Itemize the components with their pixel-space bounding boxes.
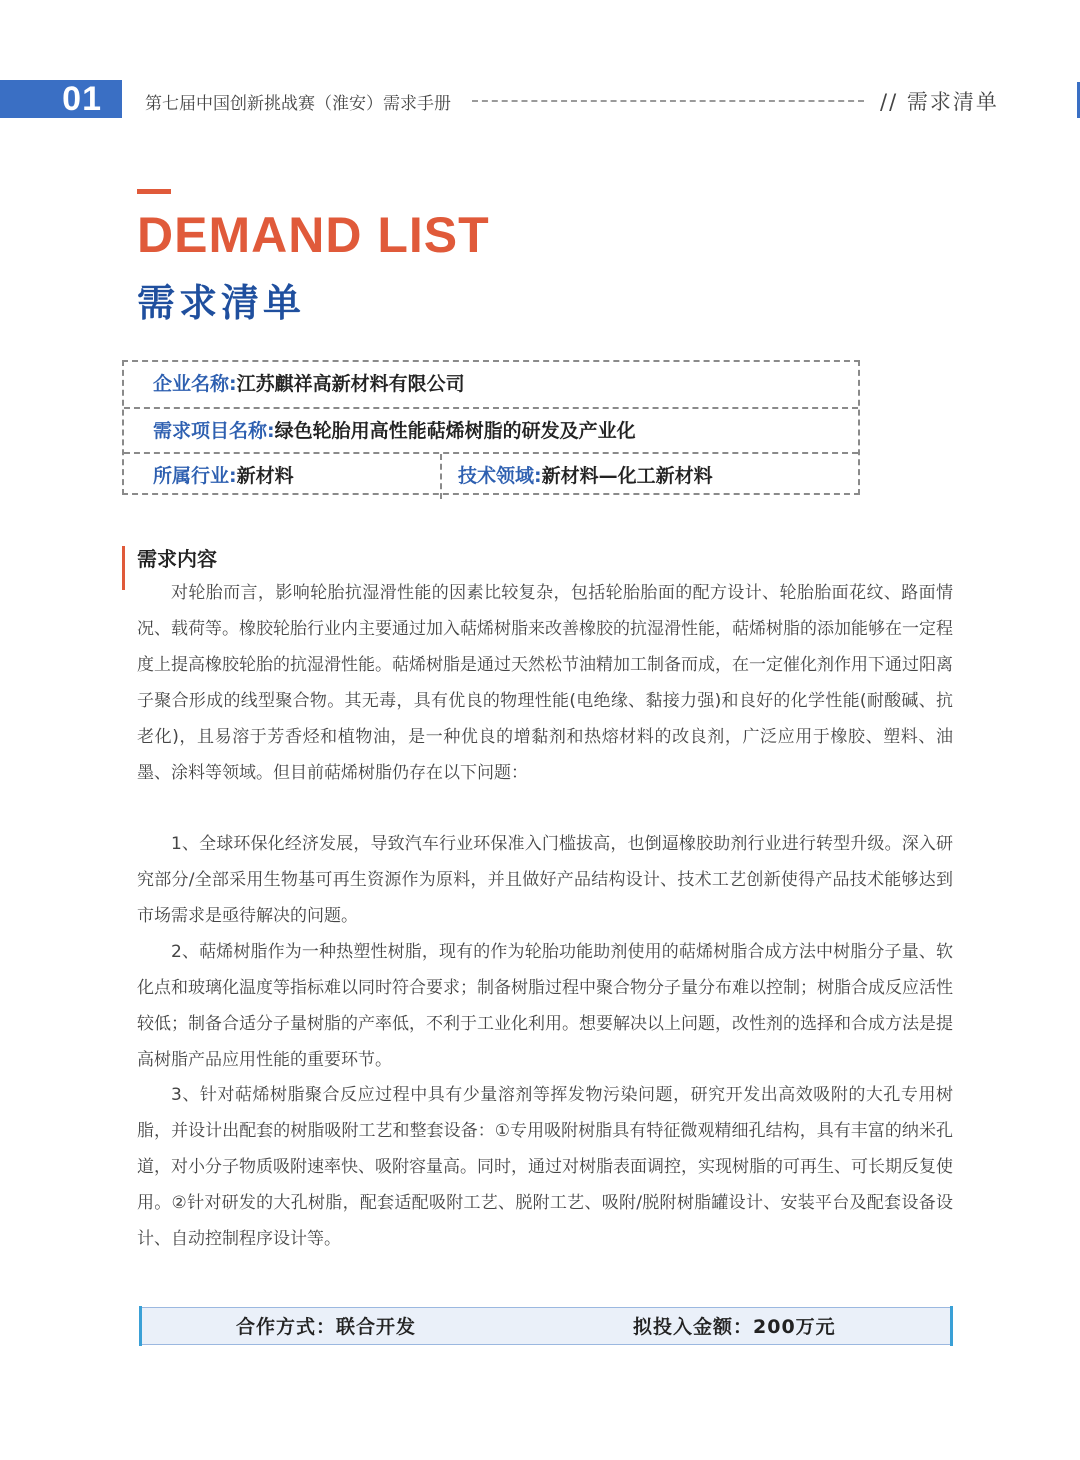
company-label: 企业名称: — [153, 373, 237, 395]
header-divider — [472, 100, 864, 102]
content-paragraph: 2、萜烯树脂作为一种热塑性树脂，现有的作为轮胎功能助剂使用的萜烯树脂合成方法中树脂分子量、软化点和玻璃化温度等指标难以同时符合要求；制备树脂过程中聚合物分子量分布难以控制；树脂合成反应活性较低；制备合适分子量树脂的产率低，不利于工业化利用。想要解决以上问题，改性剂的选择和合成方法是提高树脂产品应用性能的重要环节。 — [137, 942, 953, 1070]
company-value: 江苏麒祥高新材料有限公司 — [236, 373, 465, 395]
company-row — [124, 362, 858, 407]
content-paragraph: 1、全球环保化经济发展，导致汽车行业环保准入门槛拔高，也倒逼橡胶助剂行业进行转型升级。深入研究部分/全部采用生物基可再生资源作为原料，并且做好产品结构设计、技术工艺创新使得产品技术能够达到市场需求是亟待解决的问题。 — [137, 834, 953, 926]
project-label: 需求项目名称: — [153, 420, 275, 442]
project-value: 绿色轮胎用高性能萜烯树脂的研发及产业化 — [274, 420, 636, 442]
cooperation-box — [140, 1307, 952, 1345]
company-info-box — [122, 360, 860, 495]
project-row — [124, 407, 858, 454]
page-title-en: DEMAND LIST — [137, 207, 490, 263]
industry-tech-row — [124, 452, 858, 499]
section-accent-bar — [122, 546, 125, 590]
industry-value: 新材料 — [236, 465, 294, 487]
tech-field-label: 技术领域: — [458, 465, 542, 487]
info-column-divider — [440, 454, 442, 499]
page-number: 01 — [0, 80, 122, 118]
content-paragraph: 3、针对萜烯树脂聚合反应过程中具有少量溶剂等挥发物污染问题，研究开发出高效吸附的大孔专用树脂，并设计出配套的树脂吸附工艺和整套设备：①专用吸附树脂具有特征微观精细孔结构，具有丰富的纳米孔道，对小分子物质吸附速率快、吸附容量高。同时，通过对树脂表面调控，实现树脂的可再生、可长期反复使用。②针对研发的大孔树脂，配套适配吸附工艺、脱附工艺、吸附/脱附树脂罐设计、安装平台及配套设备设计、自动控制程序设计等。 — [137, 1085, 953, 1249]
section-label: // 需求清单 — [880, 90, 999, 114]
title-accent-bar — [137, 189, 171, 194]
investment-amount: 拟投入金额：200万元 — [633, 1316, 836, 1338]
content-paragraph: 对轮胎而言，影响轮胎抗湿滑性能的因素比较复杂，包括轮胎胎面的配方设计、轮胎胎面花纹、路面情况、载荷等。橡胶轮胎行业内主要通过加入萜烯树脂来改善橡胶的抗湿滑性能，萜烯树脂的添加能够在一定程度上提高橡胶轮胎的抗湿滑性能。萜烯树脂是通过天然松节油精加工制备而成，在一定催化剂作用下通过阳离子聚合形成的线型聚合物。其无毒，具有优良的物理性能(电绝缘、黏接力强)和良好的化学性能(耐酸碱、抗老化)，且易溶于芳香烃和植物油，是一种优良的增黏剂和热熔材料的改良剂，广泛应用于橡胶、塑料、油墨、涂料等领域。但目前萜烯树脂仍存在以下问题： — [137, 583, 953, 783]
tech-field-value: 新材料—化工新材料 — [541, 465, 713, 487]
cooperation-mode: 合作方式：联合开发 — [236, 1316, 417, 1338]
section-title: 需求内容 — [137, 547, 217, 571]
industry-label: 所属行业: — [153, 465, 237, 487]
document-title: 第七届中国创新挑战赛（淮安）需求手册 — [145, 94, 451, 114]
page-title-cn: 需求清单 — [137, 281, 306, 325]
